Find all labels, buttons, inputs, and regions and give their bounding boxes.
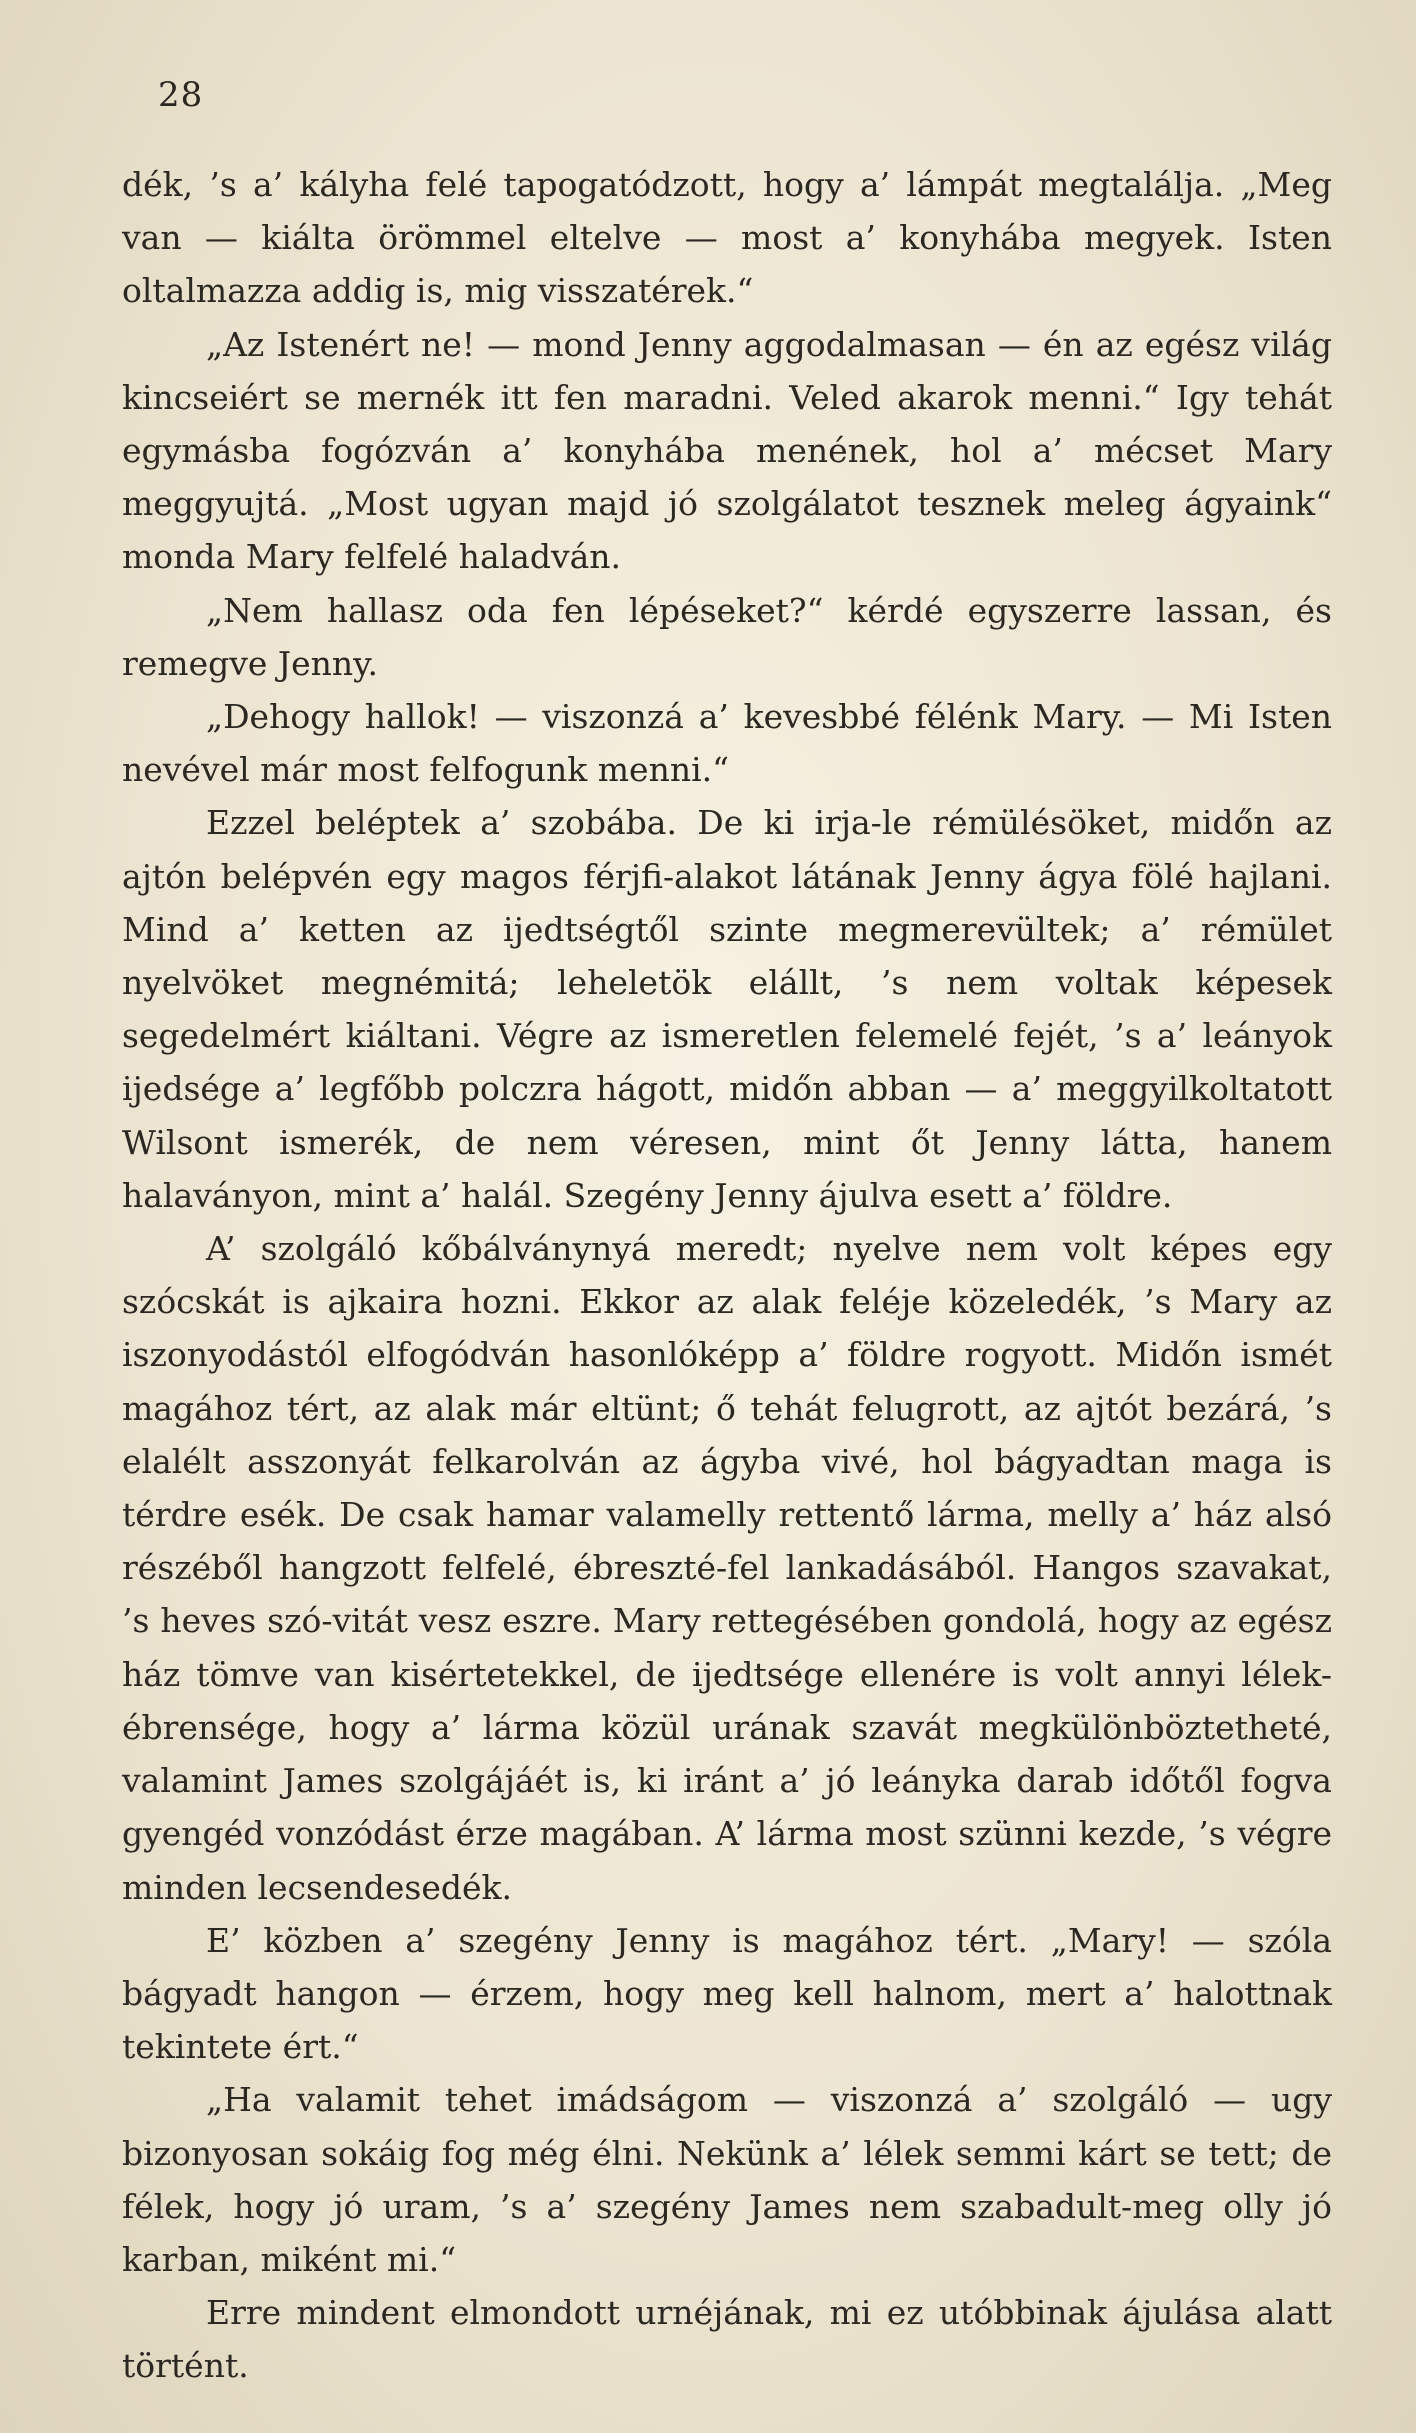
paragraph: Ezzel beléptek a’ szobába. De ki irja-le rémülésöket, midőn az ajtón belépvén egy magos férjfi-alakot látának Jenny ágya fölé hajlani. Mind a’ ketten az ijedtségtől szinte megmerevültek; a’ rémület nyelvöket megnémitá; leheletök elállt, ’s nem voltak képesek segedelmért kiáltani. Végre az ismeretlen felemelé fejét, ’s a’ leányok ijedsége a’ legfőbb polczra hágott, midőn abban — a’ meggyilkoltatott Wilsont ismerék, de nem véresen, mint őt Jenny látta, hanem halaványon, mint a’ halál. Szegény Jenny ájulva esett a’ földre. — [122, 803, 1332, 1215]
paragraph: E’ közben a’ szegény Jenny is magához tért. „Mary! — szóla bágyadt hangon — érzem, hogy meg kell halnom, mert a’ halottnak tekintete ért.“ — [122, 1920, 1332, 2067]
page-number: 28 — [158, 75, 204, 115]
paragraph: „Dehogy hallok! — viszonzá a’ kevesbbé félénk Mary. — Mi Isten nevével már most felfogunk menni.“ — [122, 697, 1332, 790]
paragraph: „Nem hallasz oda fen lépéseket?“ kérdé egyszerre lassan, és remegve Jenny. — [122, 590, 1332, 683]
paragraph: dék, ’s a’ kályha felé tapogatódzott, hogy a’ lámpát megtalálja. „Meg van — kiálta örömmel eltelve — most a’ konyhába megyek. Isten oltalmazza addig is, mig visszatérek.“ — [122, 165, 1332, 311]
paragraph: „Az Istenért ne! — mond Jenny aggodalmasan — én az egész világ kincseiért se mernék itt fen maradni. Veled akarok menni.“ Igy tehát egymásba fogózván a’ konyhába menének, hol a’ mécset Mary meggyujtá. „Most ugyan majd jó szolgálatot tesznek meleg ágyaink“ monda Mary felfelé haladván. — [122, 324, 1332, 577]
paragraph: „Ha valamit tehet imádságom — viszonzá a’ szolgáló — ugy bizonyosan sokáig fog még élni. Nekünk a’ lélek semmi kárt se tett; de félek, hogy jó uram, ’s a’ szegény James nem szabadult-meg olly jó karban, miként mi.“ — [122, 2080, 1332, 2279]
paragraph: Erre mindent elmondott urnéjának, mi ez utóbbinak ájulása alatt történt. — [122, 2293, 1332, 2386]
paragraph: A’ szolgáló kőbálványnyá meredt; nyelve nem volt képes egy szócskát is ajkaira hozni. Ekkor az alak feléje közeledék, ’s Mary az iszonyodástól elfogódván hasonlóképp a’ földre rogyott. Midőn ismét magához tért, az alak már eltünt; ő tehát felugrott, az ajtót bezárá, ’s elalélt asszonyát felkarolván az ágyba vivé, hol bágyadtan maga is térdre esék. De csak hamar valamelly rettentő lárma, melly a’ ház alsó részéből hangzott felfelé, ébreszté-fel lankadásából. Hangos szavakat, ’s heves szó-vitát vesz eszre. Mary rettegésében gondolá, hogy az egész ház tömve van kisértetekkel, de ijedtsége ellenére is volt annyi lélek-ébrensége, hogy a’ lárma közül urának szavát megkülönböztetheté, valamint James szolgájáét is, ki iránt a’ jó leányka darab időtől fogva gyengéd vonzódást érze magában. A’ lárma most szünni kezde, ’s végre minden lecsendesedék. — [122, 1229, 1332, 1907]
body-text — [122, 158, 1332, 2393]
